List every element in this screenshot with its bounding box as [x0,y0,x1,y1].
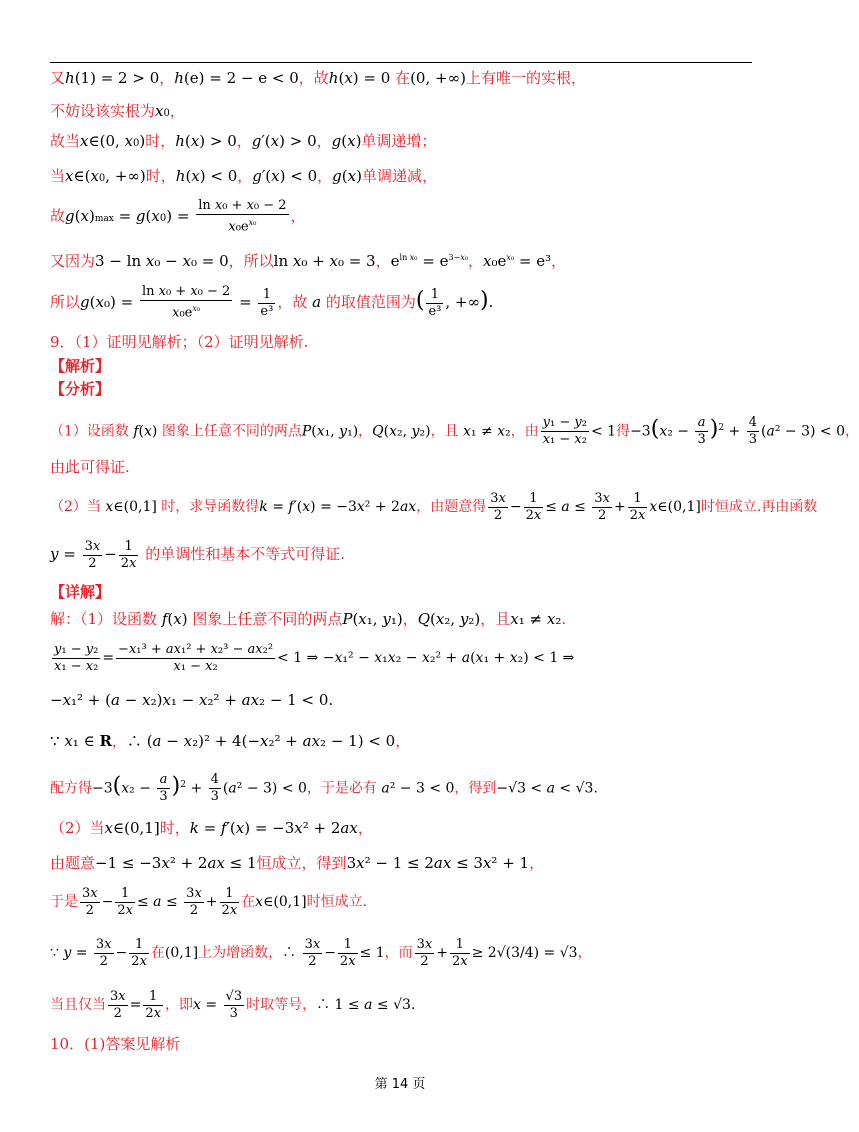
text-line-15: 【详解】 [50,583,111,601]
text-line-2: 不妨设该实根为x0， [50,102,185,120]
text-line-14: y = $\frac{3x}{2}$ − $\frac{1}{2x}$ 的单调性和基本不等式可得证. [50,538,345,571]
text-line-13: （2）当 x∈(0,1] 时，求导函数得k = f′(x) = −3x² + 2ax，由题意得 $\frac{3x}{2}$ − $\frac{1}{2x}$ ≤ a ≤ $\frac{3x}{2}$ + $\frac{1}{2x}$ x∈(0,1]时恒成立.再由函数 [50,490,818,523]
text-line-19: ∵ x₁ ∈ R，∴ (a − x₂)² + 4(−x₂² + ax₂ − 1) < 0， [50,732,411,750]
text-line-4: 当x∈(x0, +∞)时，h(x) < 0，g′(x) < 0，g(x)单调递减， [50,167,437,185]
text-line-11: （1）设函数 f(x) 图象上任意不同的两点P(x₁, y₁)，Q(x₂, y₂)，且 x₁ ≠ x₂，由 $\frac{\text{y₁ − y₂}}{\text{x₁ − x₂}}$ < 1得−3(x₂ − $\frac{a}{3}$ )$^2$ + $\frac{4}{3}$ (a² − 3) < 0， [50,415,859,448]
text-line-23: 于是 $\frac{3x}{2}$ − $\frac{1}{2x}$ ≤ a ≤ $\frac{3x}{2}$ + $\frac{1}{2x}$ 在x∈(0,1]时恒成立. [50,885,368,918]
text-line-25: 当且仅当 $\frac{3x}{2}$ = $\frac{1}{2x}$ ，即x = $\frac{√3}{3}$ 时取等号，∴ 1 ≤ a ≤ √3. [50,988,416,1021]
text-line-9: 【解析】 [50,357,111,375]
text-line-3: 故当x∈(0, x0)时，h(x) > 0，g′(x) > 0，g(x)单调递增； [50,132,437,150]
text-line-10: 【分析】 [50,380,111,398]
text-line-8: 9．（1）证明见解析；（2）证明见解析. [50,333,309,351]
text-line-17: $\frac{\text{y₁ − y₂}}{\text{x₁ − x₂}}$ = $\frac{\text{−x₁³ + ax₁² + x₂³ − ax₂²}}{\text{x₁ − x₂}}$ < 1 ⇒ −x₁² − x₁x₂ − x₂² + a(x₁ + x₂) < 1 ⇒ [54,641,575,674]
text-line-16: 解：（1）设函数 f(x) 图象上任意不同的两点P(x₁, y₁)，Q(x₂, y₂)，且x₁ ≠ x₂. [50,610,567,628]
text-line-6: 又因为3 − ln x₀ − x₀ = 0，所以ln x₀ + x₀ = 3，$e^{ln x_0} = e^{3-x_0}$，$x_0e^{x_0} = e^3$， [50,252,567,270]
text-line-22: 由题意−1 ≤ −3x² + 2ax ≤ 1恒成立，得到3x² − 1 ≤ 2ax ≤ 3x² + 1， [50,854,545,872]
text-line-18: −x₁² + (a − x₂)x₁ − x₂² + ax₂ − 1 < 0. [50,691,334,709]
text-line-21: （2）当x∈(0,1]时，k = f′(x) = −3x² + 2ax， [50,819,373,837]
text-line-12: 由此可得证. [50,458,130,476]
text-line-20: 配方得−3(x₂ − $\frac{a}{3}$ )$^2$ + $\frac{4}{3}$ (a² − 3) < 0，于是必有 a² − 3 < 0，得到−√3 < a < √3. [50,772,598,805]
page-footer: 第 14 页 [374,1077,426,1092]
text-line-24: ∵ y = $\frac{3x}{2}$ − $\frac{1}{2x}$ 在(0,1]上为增函数，∴ $\frac{3x}{2}$ − $\frac{1}{2x}$ ≤ 1，而 $\frac{3x}{2}$ + $\frac{1}{2x}$ ≥ 2√(3/4) = √3， [50,936,592,969]
text-line-1: 又h(1) = 2 > 0，h(e) = 2 − e < 0，故h(x) = 0 在(0, +∞)上有唯一的实根， [50,69,586,87]
text-line-5: 故g(x)max = g(x0) = $\frac{\text{ln x₀ + x₀ − 2}}{x_0e^{x_0}}$ ， [50,198,306,235]
header-rule [50,62,752,63]
text-line-7: 所以g(x₀) = $\frac{\text{ln x₀ + x₀ − 2}}{x_0e^{x_0}}$ = $\frac{1}{\text{e³}}$ ，故 a 的取值范围为( $\frac{1}{\text{e³}}$ , +∞). [50,284,494,321]
text-line-26: 10．(1)答案见解析 [50,1035,181,1053]
